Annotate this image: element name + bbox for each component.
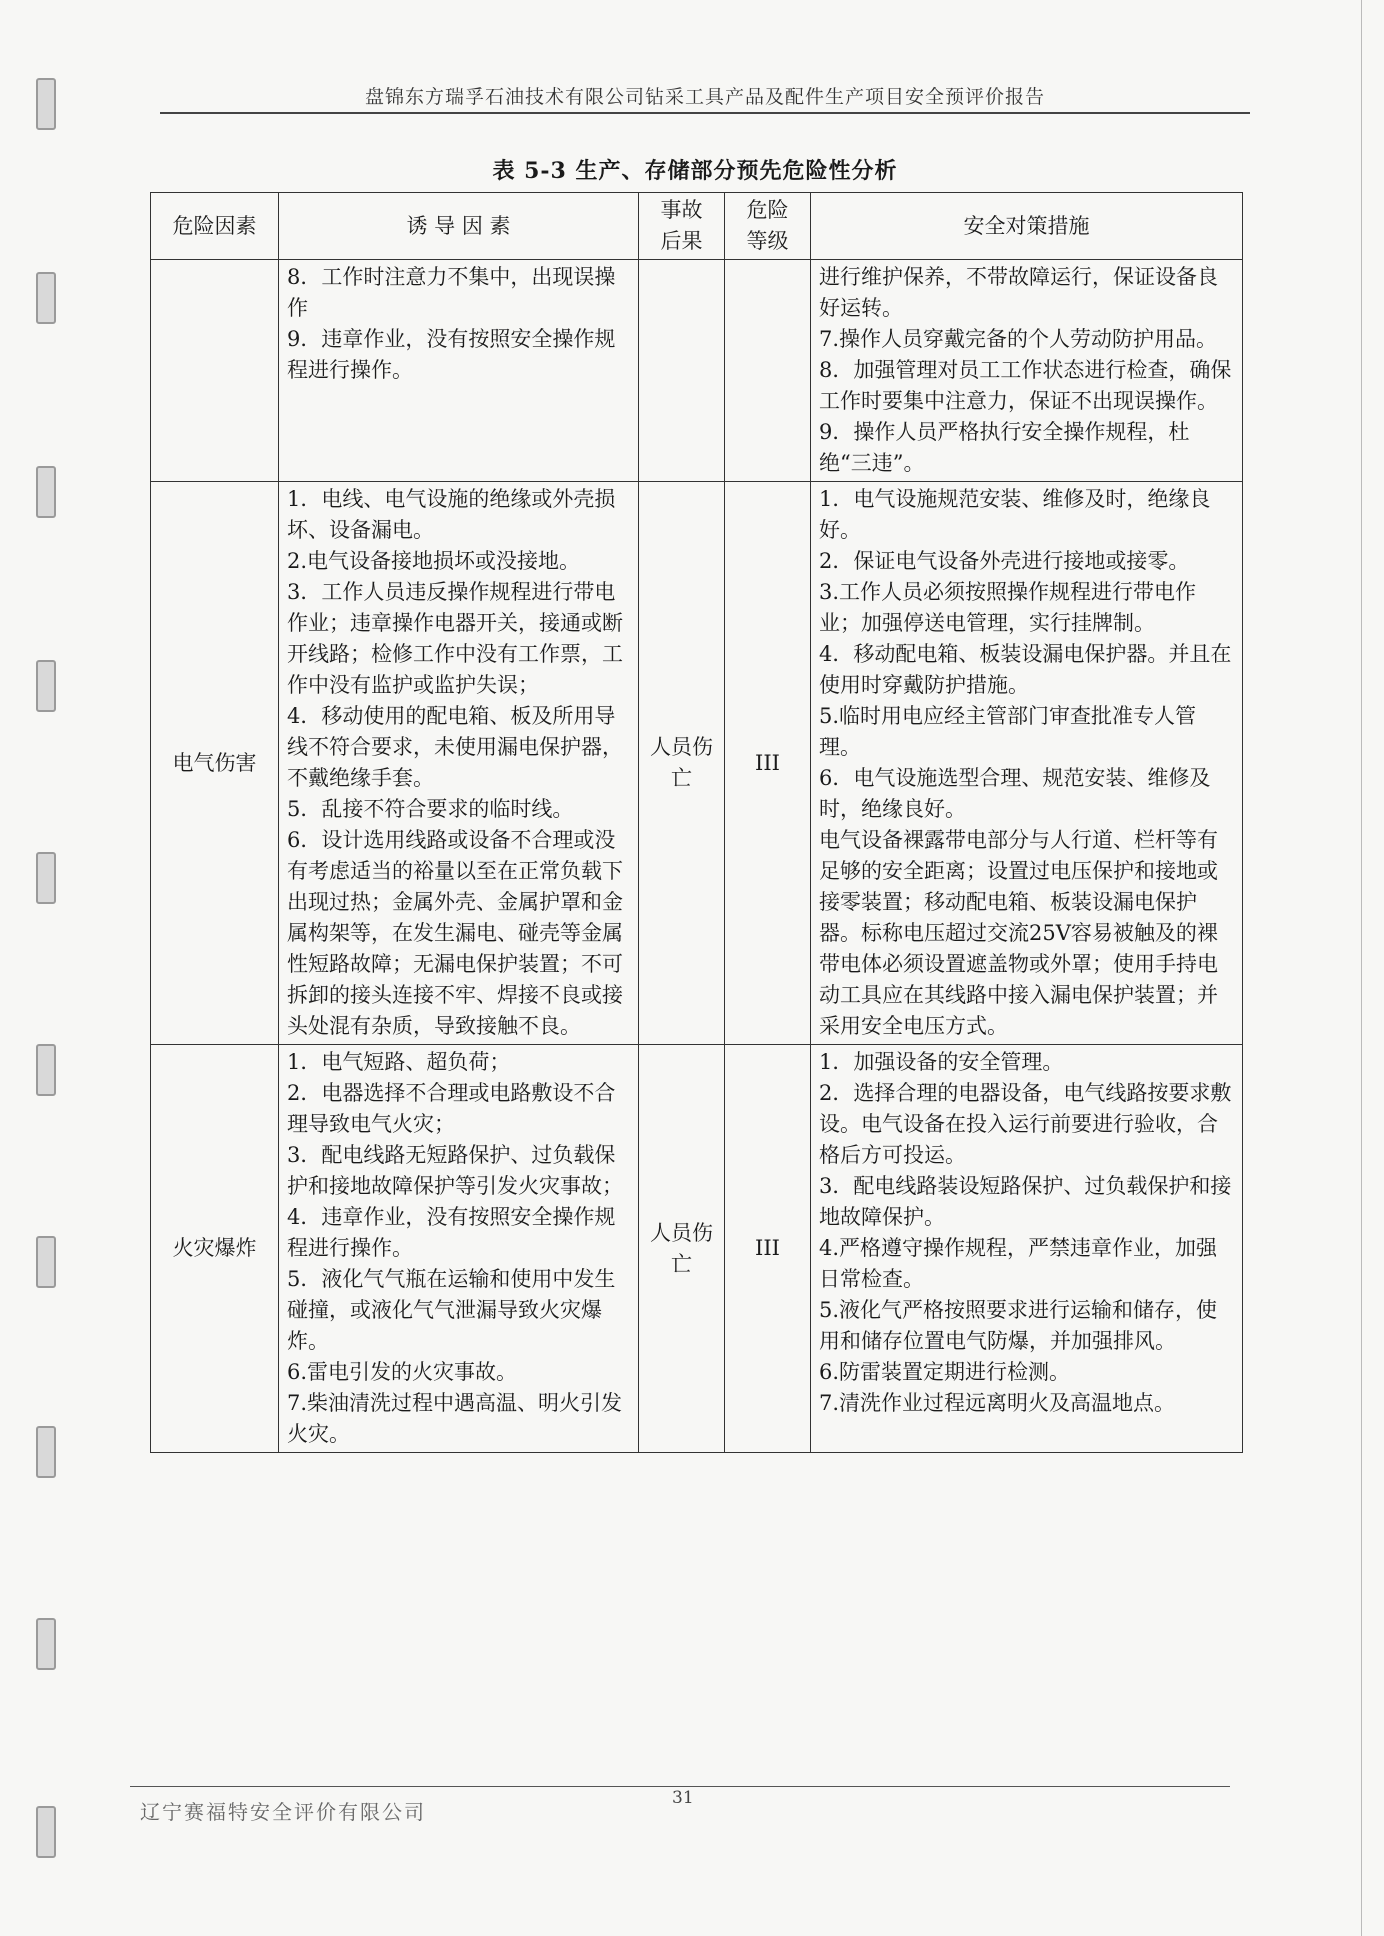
consequence-cell	[639, 260, 725, 482]
binding-hole	[36, 1618, 56, 1670]
measures-cell: 1．加强设备的安全管理。 2．选择合理的电器设备，电气线路按要求敷设。电气设备在投入运行前要进行验收，合格后方可投运。 3．配电线路装设短路保护、过负载保护和接地故障保护。 4.严格遵守操作规程，严禁违章作业，加强日常检查。 5.液化气严格按照要求进行运输和储存，使用和储存位置电气防爆，并加强排风。 6.防雷装置定期进行检测。 7.清洗作业过程远离明火及高温地点。	[811, 1045, 1243, 1453]
level-cell: III	[725, 482, 811, 1045]
measures-cell: 1．电气设施规范安装、维修及时，绝缘良好。 2．保证电气设备外壳进行接地或接零。 3.工作人员必须按照操作规程进行带电作业；加强停送电管理，实行挂牌制。 4．移动配电箱、板装设漏电保护器。并且在使用时穿戴防护措施。 5.临时用电应经主管部门审查批准专人管理。 6．电气设施选型合理、规范安装、维修及时，绝缘良好。 电气设备裸露带电部分与人行道、栏杆等有足够的安全距离；设置过电压保护和接地或接零装置；移动配电箱、板装设漏电保护器。标称电压超过交流25V容易被触及的裸带电体必须设置遮盖物或外罩；使用手持电动工具应在其线路中接入漏电保护装置；并采用安全电压方式。	[811, 482, 1243, 1045]
hazard-cell: 火灾爆炸	[151, 1045, 279, 1453]
binding-hole	[36, 1236, 56, 1288]
level-cell	[725, 260, 811, 482]
consequence-cell: 人员伤亡	[639, 482, 725, 1045]
table-row	[151, 260, 1243, 482]
table-title: 表 5-3 生产、存储部分预先危险性分析	[492, 158, 898, 184]
page-edge-line	[1361, 0, 1362, 1936]
report-header-title: 盘锦东方瑞孚石油技术有限公司钻采工具产品及配件生产项目安全预评价报告	[364, 86, 1045, 108]
binding-hole	[36, 660, 56, 712]
table-header-row	[151, 193, 1243, 260]
consequence-cell: 人员伤亡	[639, 1045, 725, 1453]
hazard-cell: 电气伤害	[151, 482, 279, 1045]
column-header-hazard: 危险因素	[151, 193, 279, 260]
column-header-level: 危险 等级	[725, 193, 811, 260]
table-row	[151, 482, 1243, 1045]
level-cell: III	[725, 1045, 811, 1453]
binding-hole	[36, 1426, 56, 1478]
column-header-consequence: 事故 后果	[639, 193, 725, 260]
binding-hole	[36, 78, 56, 130]
cause-cell: 1．电气短路、超负荷； 2．电器选择不合理或电路敷设不合理导致电气火灾； 3．配电线路无短路保护、过负载保护和接地故障保护等引发火灾事故； 4．违章作业，没有按照安全操作规程进行操作。 5．液化气气瓶在运输和使用中发生碰撞，或液化气气泄漏导致火灾爆炸。 6.雷电引发的火灾事故。 7.柴油清洗过程中遇高温、明火引发火灾。	[279, 1045, 639, 1453]
binding-hole	[36, 466, 56, 518]
binding-hole	[36, 272, 56, 324]
hazard-analysis-table	[150, 192, 1243, 1453]
hazard-cell	[151, 260, 279, 482]
table-row	[151, 1045, 1243, 1453]
column-header-cause: 诱 导 因 素	[279, 193, 639, 260]
footer-divider	[130, 1786, 1230, 1787]
measures-cell: 进行维护保养，不带故障运行，保证设备良好运转。 7.操作人员穿戴完备的个人劳动防护用品。 8．加强管理对员工工作状态进行检查，确保工作时要集中注意力，保证不出现误操作。 9．操作人员严格执行安全操作规程，杜绝“三违”。	[811, 260, 1243, 482]
binding-hole	[36, 852, 56, 904]
column-header-measures: 安全对策措施	[811, 193, 1243, 260]
footer-company-name: 辽宁赛福特安全评价有限公司	[140, 1800, 426, 1824]
binding-hole	[36, 1044, 56, 1096]
cause-cell: 1．电线、电气设施的绝缘或外壳损坏、设备漏电。 2.电气设备接地损坏或没接地。 3．工作人员违反操作规程进行带电作业；违章操作电器开关，接通或断开线路；检修工作中没有工作票，工作中没有监护或监护失误； 4．移动使用的配电箱、板及所用导线不符合要求，未使用漏电保护器，不戴绝缘手套。 5．乱接不符合要求的临时线。 6．设计选用线路或设备不合理或没有考虑适当的裕量以至在正常负载下出现过热；金属外壳、金属护罩和金属构架等，在发生漏电、碰壳等金属性短路故障；无漏电保护装置；不可拆卸的接头连接不牢、焊接不良或接头处混有杂质，导致接触不良。	[279, 482, 639, 1045]
page-number: 31	[672, 1788, 694, 1808]
binding-hole	[36, 1806, 56, 1858]
cause-cell: 8．工作时注意力不集中，出现误操作 9．违章作业，没有按照安全操作规程进行操作。	[279, 260, 639, 482]
header-divider	[160, 112, 1250, 114]
